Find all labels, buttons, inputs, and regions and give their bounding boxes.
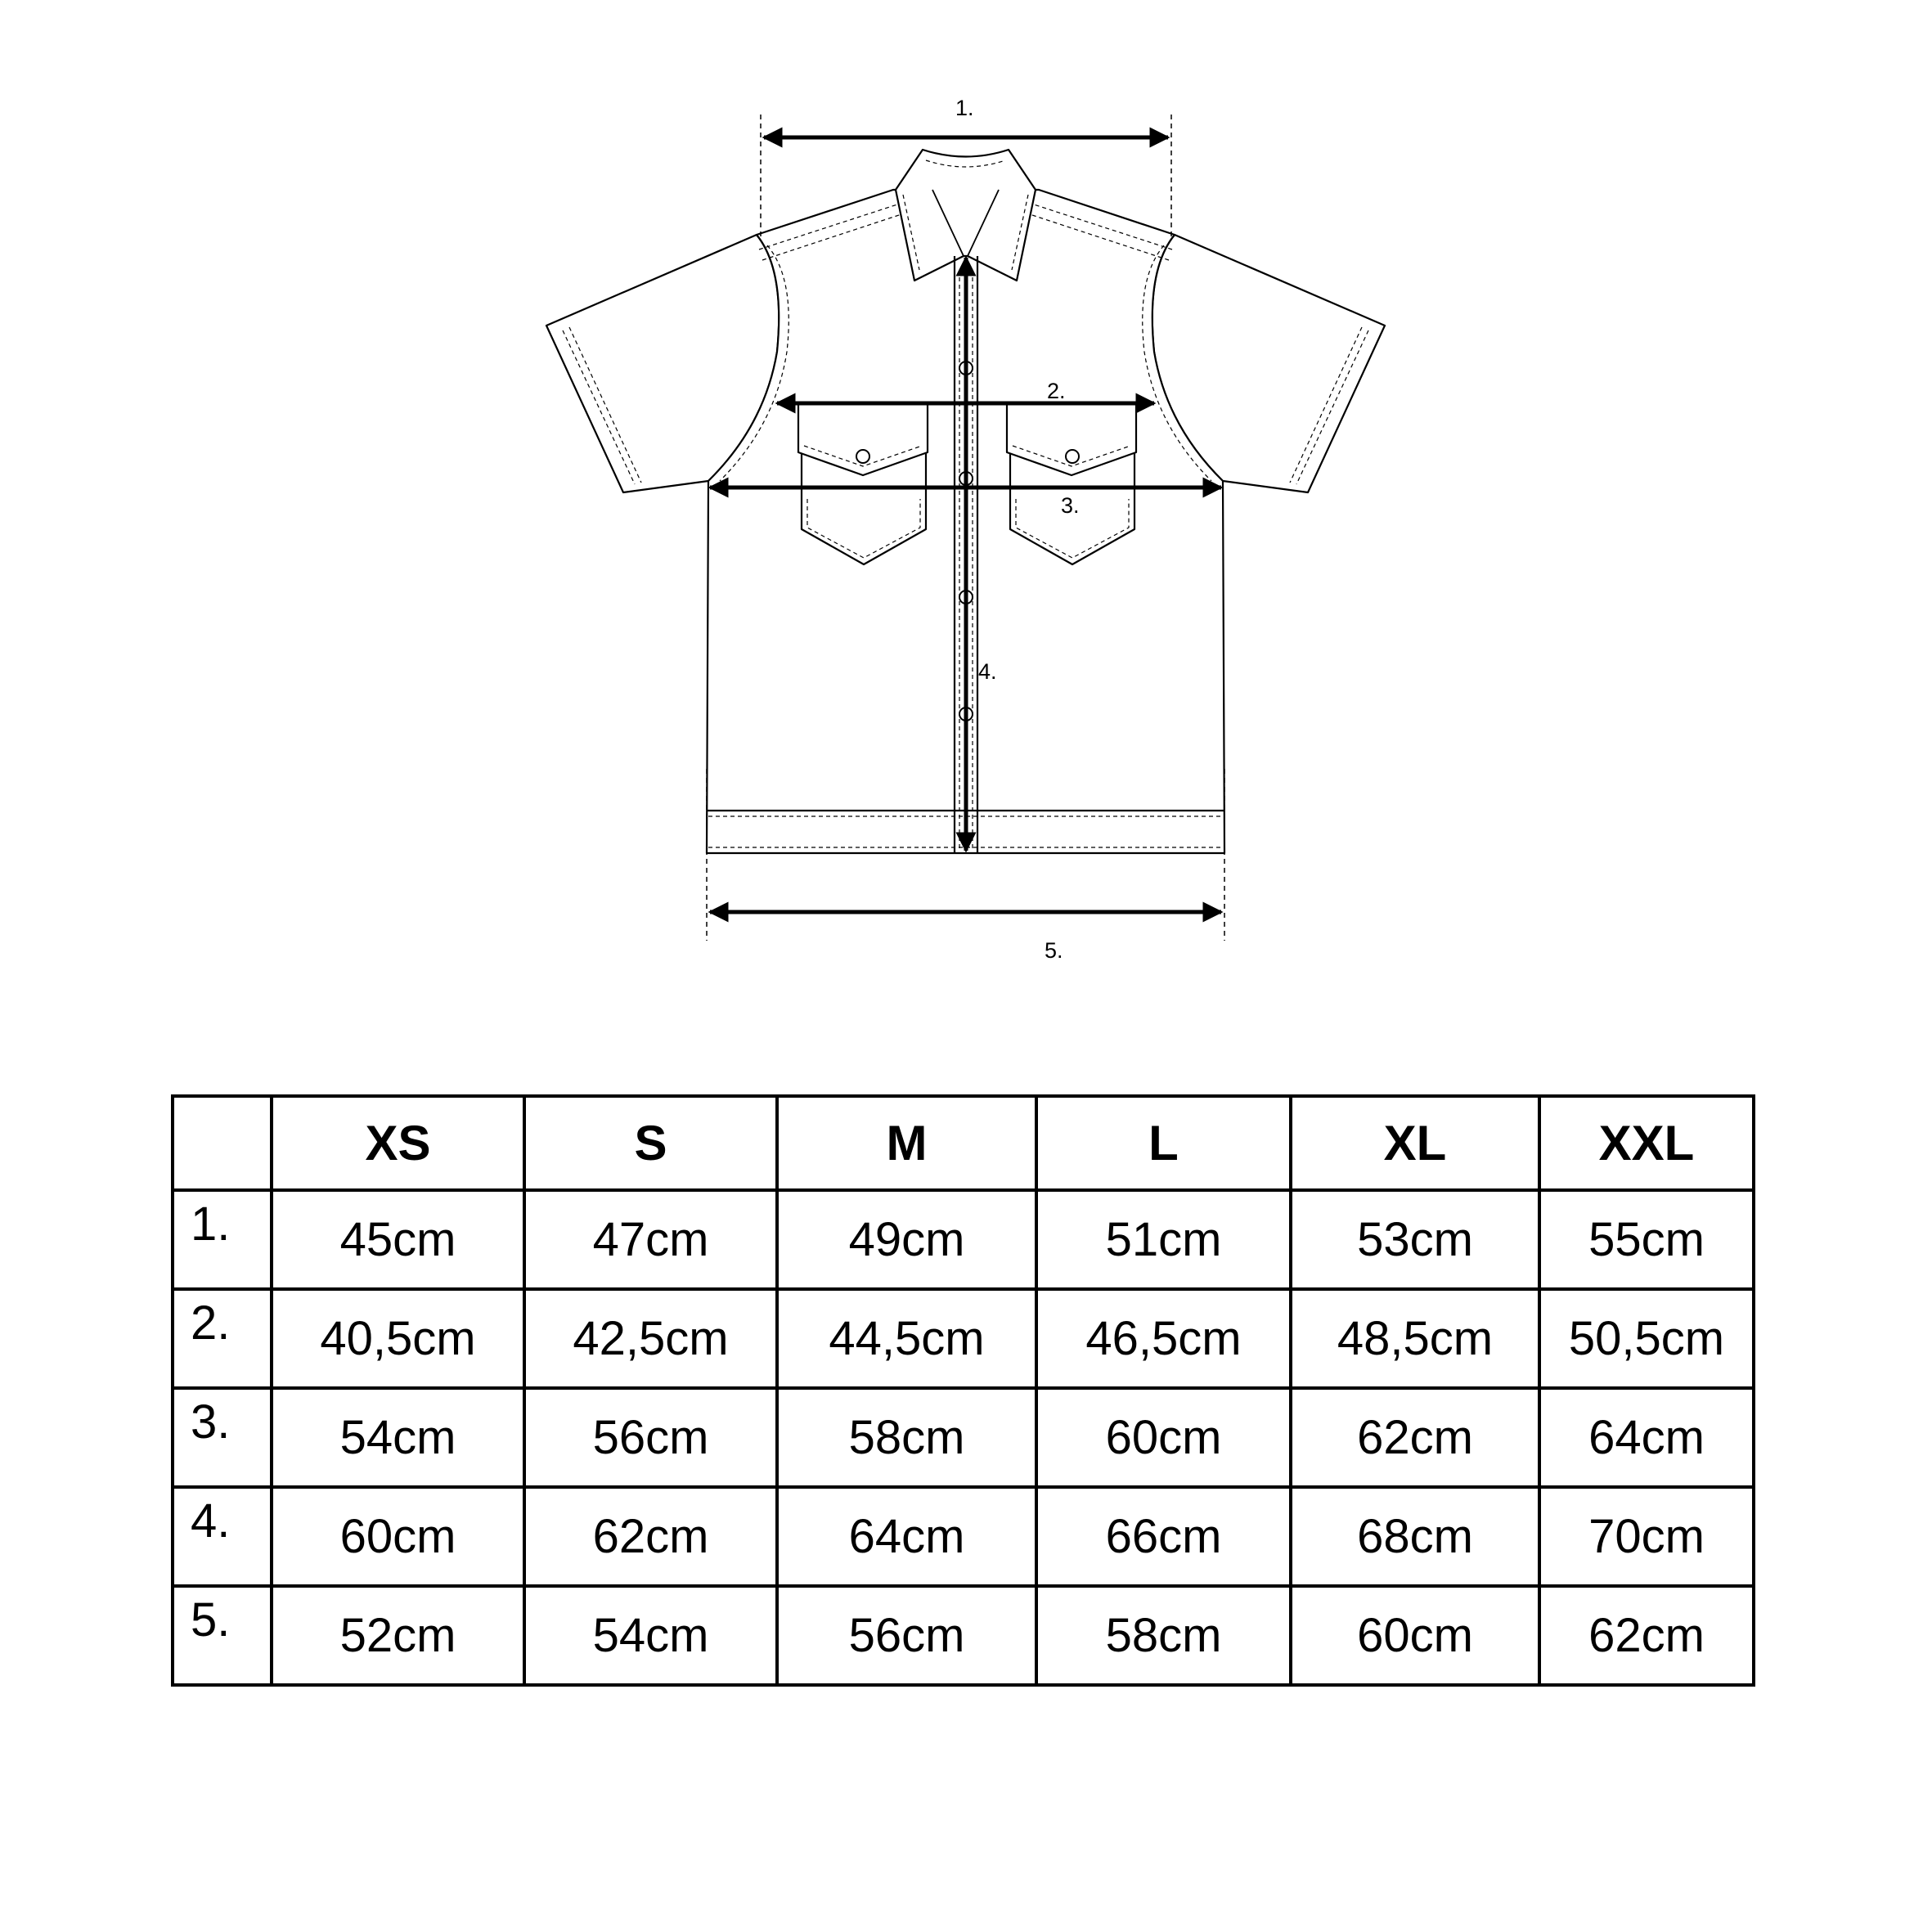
table-cell: 53cm — [1291, 1190, 1539, 1289]
size-header-l: L — [1036, 1096, 1291, 1190]
measurement-label-5: 5. — [1045, 938, 1063, 963]
table-cell: 60cm — [272, 1487, 524, 1586]
table-cell: 40,5cm — [272, 1289, 524, 1388]
table-row — [173, 1586, 1754, 1685]
table-cell: 64cm — [1539, 1388, 1754, 1487]
table-cell: 62cm — [524, 1487, 777, 1586]
table-cell: 55cm — [1539, 1190, 1754, 1289]
table-cell: 64cm — [777, 1487, 1036, 1586]
table-cell: 47cm — [524, 1190, 777, 1289]
header-blank-cell — [173, 1096, 272, 1190]
table-header-row — [173, 1096, 1754, 1190]
table-cell: 54cm — [524, 1586, 777, 1685]
pocket-button — [856, 450, 869, 463]
row-label: 5. — [173, 1586, 272, 1685]
measurement-label-3: 3. — [1061, 493, 1080, 518]
table-cell: 58cm — [1036, 1586, 1291, 1685]
table-cell: 70cm — [1539, 1487, 1754, 1586]
size-header-xs: XS — [272, 1096, 524, 1190]
size-header-xxl: XXL — [1539, 1096, 1754, 1190]
table-cell: 66cm — [1036, 1487, 1291, 1586]
size-header-s: S — [524, 1096, 777, 1190]
table-cell: 49cm — [777, 1190, 1036, 1289]
size-chart-table — [171, 1094, 1755, 1687]
measurement-label-2: 2. — [1047, 379, 1066, 403]
size-header-m: M — [777, 1096, 1036, 1190]
table-cell: 46,5cm — [1036, 1289, 1291, 1388]
table-cell: 51cm — [1036, 1190, 1291, 1289]
table-row — [173, 1487, 1754, 1586]
measurement-label-1: 1. — [955, 96, 974, 120]
table-cell: 68cm — [1291, 1487, 1539, 1586]
table-row — [173, 1289, 1754, 1388]
table-cell: 52cm — [272, 1586, 524, 1685]
row-label: 3. — [173, 1388, 272, 1487]
table-cell: 56cm — [777, 1586, 1036, 1685]
table-cell: 58cm — [777, 1388, 1036, 1487]
row-label: 1. — [173, 1190, 272, 1289]
table-cell: 48,5cm — [1291, 1289, 1539, 1388]
table-cell: 42,5cm — [524, 1289, 777, 1388]
table-cell: 60cm — [1291, 1586, 1539, 1685]
table-cell: 44,5cm — [777, 1289, 1036, 1388]
table-row — [173, 1190, 1754, 1289]
row-label: 2. — [173, 1289, 272, 1388]
table-cell: 60cm — [1036, 1388, 1291, 1487]
table-cell: 54cm — [272, 1388, 524, 1487]
row-label: 4. — [173, 1487, 272, 1586]
table-cell: 50,5cm — [1539, 1289, 1754, 1388]
table-cell: 56cm — [524, 1388, 777, 1487]
pocket-button — [1066, 450, 1079, 463]
measurement-label-4: 4. — [978, 659, 997, 684]
table-row — [173, 1388, 1754, 1487]
table-cell: 62cm — [1539, 1586, 1754, 1685]
table-cell: 45cm — [272, 1190, 524, 1289]
table-cell: 62cm — [1291, 1388, 1539, 1487]
size-header-xl: XL — [1291, 1096, 1539, 1190]
